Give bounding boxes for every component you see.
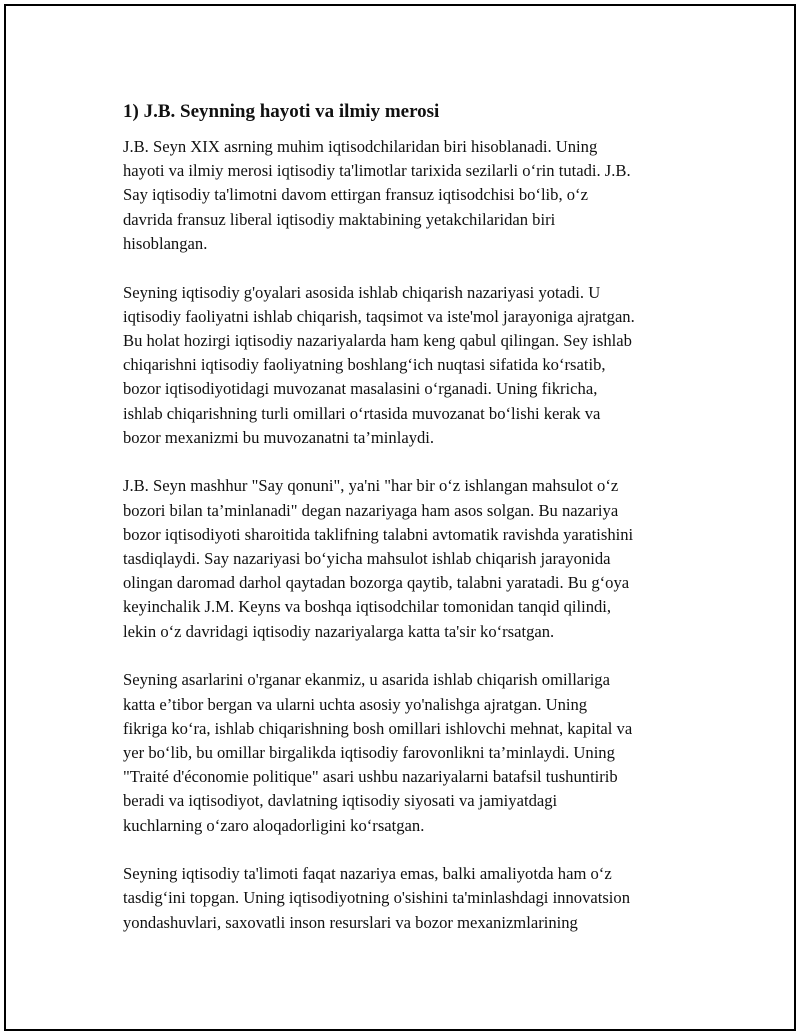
section-heading: 1) J.B. Seynning hayoti va ilmiy merosi — [123, 101, 440, 122]
paragraph-4: Seyning asarlarini o'rganar ekanmiz, u asarida ishlab chiqarish omillariga katta e’tibor bergan va ularni uchta asosiy yo'nalishga ajratgan. Uning fikriga ko‘ra, ishlab chiqarishning bosh omillari ishlovchi mehnat, kapital va yer bo‘lib, bu omillar birgalikda iqtisodiy farovonlikni ta’minlaydi. Uning "Traité d'économie politique" asari ushbu nazariyalarni batafsil tushuntirib beradi va iqtisodiyot, davlatning iqtisodiy siyosati va jamiyatdagi kuchlarning o‘zaro aloqadorligini ko‘rsatgan. — [123, 670, 633, 835]
paragraph-3: J.B. Seyn mashhur "Say qonuni", ya'ni "har bir o‘z ishlangan mahsulot o‘z bozori bilan ta’minlanadi" degan nazariyaga ham asos solgan. Bu nazariya bozor iqtisodiyoti sharoitida taklifning talabni avtomatik ravishda yaratishini tasdiqlaydi. Say nazariyasi bo‘yicha mahsulot ishlab chiqarish jarayonida olingan daromad darhol qaytadan bozorga qaytib, talabni yaratadi. Bu g‘oya keyinchalik J.M. Keyns va boshqa iqtisodchilar tomonidan tanqid qilindi, lekin o‘z davridagi iqtisodiy nazariyalarga katta ta'sir ko‘rsatgan. — [123, 476, 634, 641]
document-body — [123, 99, 698, 959]
paragraph-2: Seyning iqtisodiy g'oyalari asosida ishlab chiqarish nazariyasi yotadi. U iqtisodiy faoliyatni ishlab chiqarish, taqsimot va iste'mol jarayoniga ajratgan. Bu holat hozirgi iqtisodiy nazariyalarda ham keng qabul qilingan. Sey ishlab chiqarishni iqtisodiy faoliyatning boshlang‘ich nuqtasi sifatida ko‘rsatib, bozor iqtisodiyotidagi muvozanat masalasini o‘rganadi. Uning fikricha, ishlab chiqarishning turli omillari o‘rtasida muvozanat bo‘lishi kerak va bozor mexanizmi bu muvozanatni ta’minlaydi. — [123, 282, 635, 447]
paragraph-1: J.B. Seyn XIX asrning muhim iqtisodchilaridan biri hisoblanadi. Uning hayoti va ilmiy merosi iqtisodiy ta'limotlar tarixida sezilarli o‘rin tutadi. J.B. Say iqtisodiy ta'limotni davom ettirgan fransuz iqtisodchisi bo‘lib, o‘z davrida fransuz liberal iqtisodiy maktabining yetakchilaridan biri hisoblangan. — [123, 137, 631, 253]
page-frame — [4, 4, 796, 1031]
paragraph-5: Seyning iqtisodiy ta'limoti faqat nazariya emas, balki amaliyotda ham o‘z tasdig‘ini topgan. Uning iqtisodiyotning o'sishini ta'minlashdagi innovatsion yondashuvlari, saxovatli inson resurslari va bozor mexanizmlarining — [123, 864, 631, 932]
